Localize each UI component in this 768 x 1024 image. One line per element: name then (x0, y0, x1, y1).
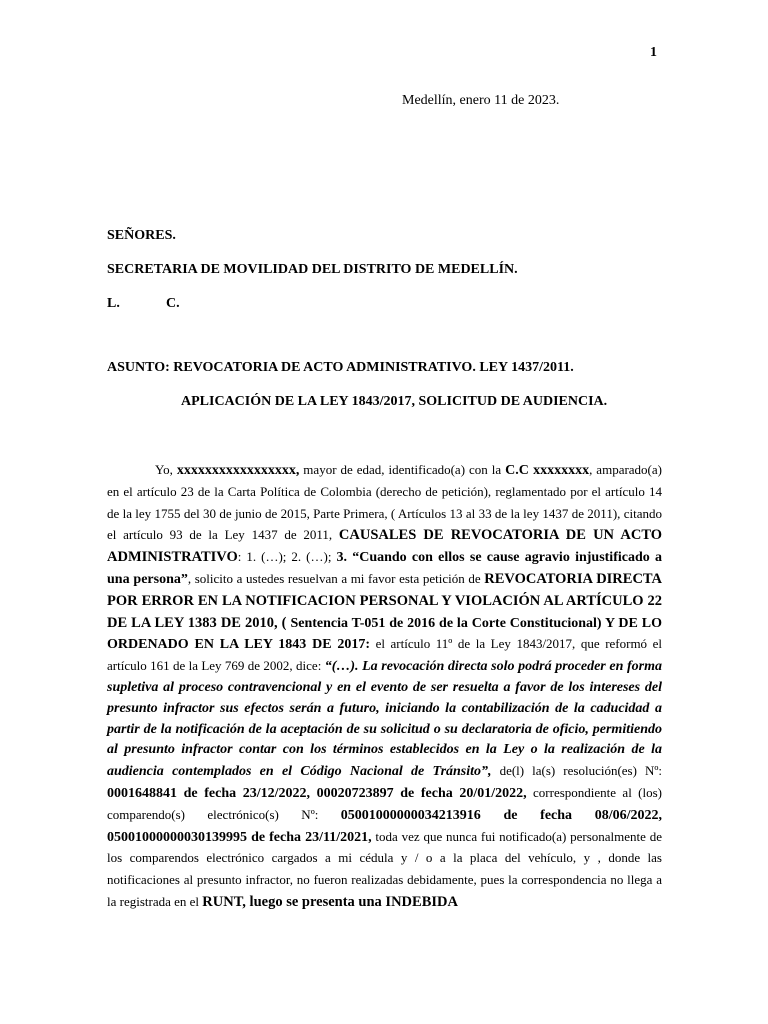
body-span: Sentencia T-051 de 2016 de la Corte Constitucional) Y DE LO ORDENADO EN LA LEY 1843 DE 2017: (107, 615, 663, 653)
body-span: correspondiente al (los) comparendo(s) electrónico(s) Nº: (107, 784, 662, 822)
body-span: C.C xxxxxxxx (505, 463, 590, 478)
subject-line-2: APLICACIÓN DE LA LEY 1843/2017, SOLICITUD DE AUDIENCIA. (181, 394, 608, 409)
body-span: 3. “Cuando con ellos se cause agravio injustificado a una persona” (107, 550, 663, 587)
date-line: Medellín, enero 11 de 2023. (402, 93, 560, 108)
body-span: 05001000000034213916 de fecha 08/06/2022, 05001000000030139995 de fecha 23/11/2021, (107, 807, 662, 845)
body-span: “(…). La revocación directa solo podrá proceder en forma supletiva al proceso contravencional y en el evento de ser resuelta a favor de los intereses del presunto infractor sus efectos serán a futuro, iniciando la contabilización de la caducidad a partir de la notificación de la aceptación de su solicitud o su declaratoria de oficio, permitiendo al presunto infractor contar con los términos establecidos en la Ley o la realización de la audiencia contemplados en el Código Nacional de Tránsito”, (107, 659, 662, 780)
recipient-greeting: SEÑORES. (107, 228, 176, 243)
body-span: : 1. (…); 2. (…); (237, 549, 337, 565)
body-text (107, 460, 662, 914)
subject-line-1: ASUNTO: REVOCATORIA DE ACTO ADMINISTRATIVO. LEY 1437/2011. (107, 360, 574, 375)
body-span: mayor de edad, identificado(a) con la (299, 462, 506, 477)
body-span: xxxxxxxxxxxxxxxxx, (176, 463, 300, 478)
body-span: el artículo 11º de la Ley 1843/2017, que reformó el artículo 161 de la Ley 769 de 2002, dice: (107, 636, 662, 674)
recipient-l: L. (107, 296, 120, 311)
body-span: RUNT, luego se presenta una INDEBIDA (202, 893, 458, 910)
body-span: toda vez que nunca fui notificado(a) personalmente de los comparendos electrónico cargados a mi cédula y / o a la placa del vehículo, y , donde las notificaciones al presunto infractor, no fueron realizadas debidamente, pues la correspondencia no llega a la registrada en el (107, 828, 662, 909)
body-span: 0001648841 de fecha 23/12/2022, 00020723897 de fecha 20/01/2022, (107, 785, 527, 801)
page-number: 1 (650, 45, 657, 60)
body-span: , amparado(a) en el artículo 23 de la Carta Política de Colombia (derecho de petición), reglamentado por el artículo 14 de la ley 1755 del 30 de junio de 2015, Parte Primera, ( Artículos 13 al 33 de la ley 1437 de 2011), citando el artículo 93 de la Ley 1437 de 2011, (107, 462, 662, 543)
body-span: REVOCATORIA DIRECTA POR ERROR EN LA NOTIFICACION PERSONAL Y VIOLACIÓN AL ARTÍCULO 22 DE LA LEY 1383 DE 2010, ( (107, 570, 662, 631)
body-span: CAUSALES DE REVOCATORIA DE UN ACTO ADMINISTRATIVO (107, 527, 663, 566)
body-span: , solicito a ustedes resuelvan a mi favor esta petición de (187, 570, 485, 586)
recipient-c: C. (166, 296, 180, 311)
body-span: de(l) la(s) resolución(es) Nº: (491, 763, 662, 779)
recipient-entity: SECRETARIA DE MOVILIDAD DEL DISTRITO DE MEDELLÍN. (107, 262, 518, 277)
body-paragraph (107, 460, 662, 914)
body-span: Yo, (155, 462, 177, 477)
